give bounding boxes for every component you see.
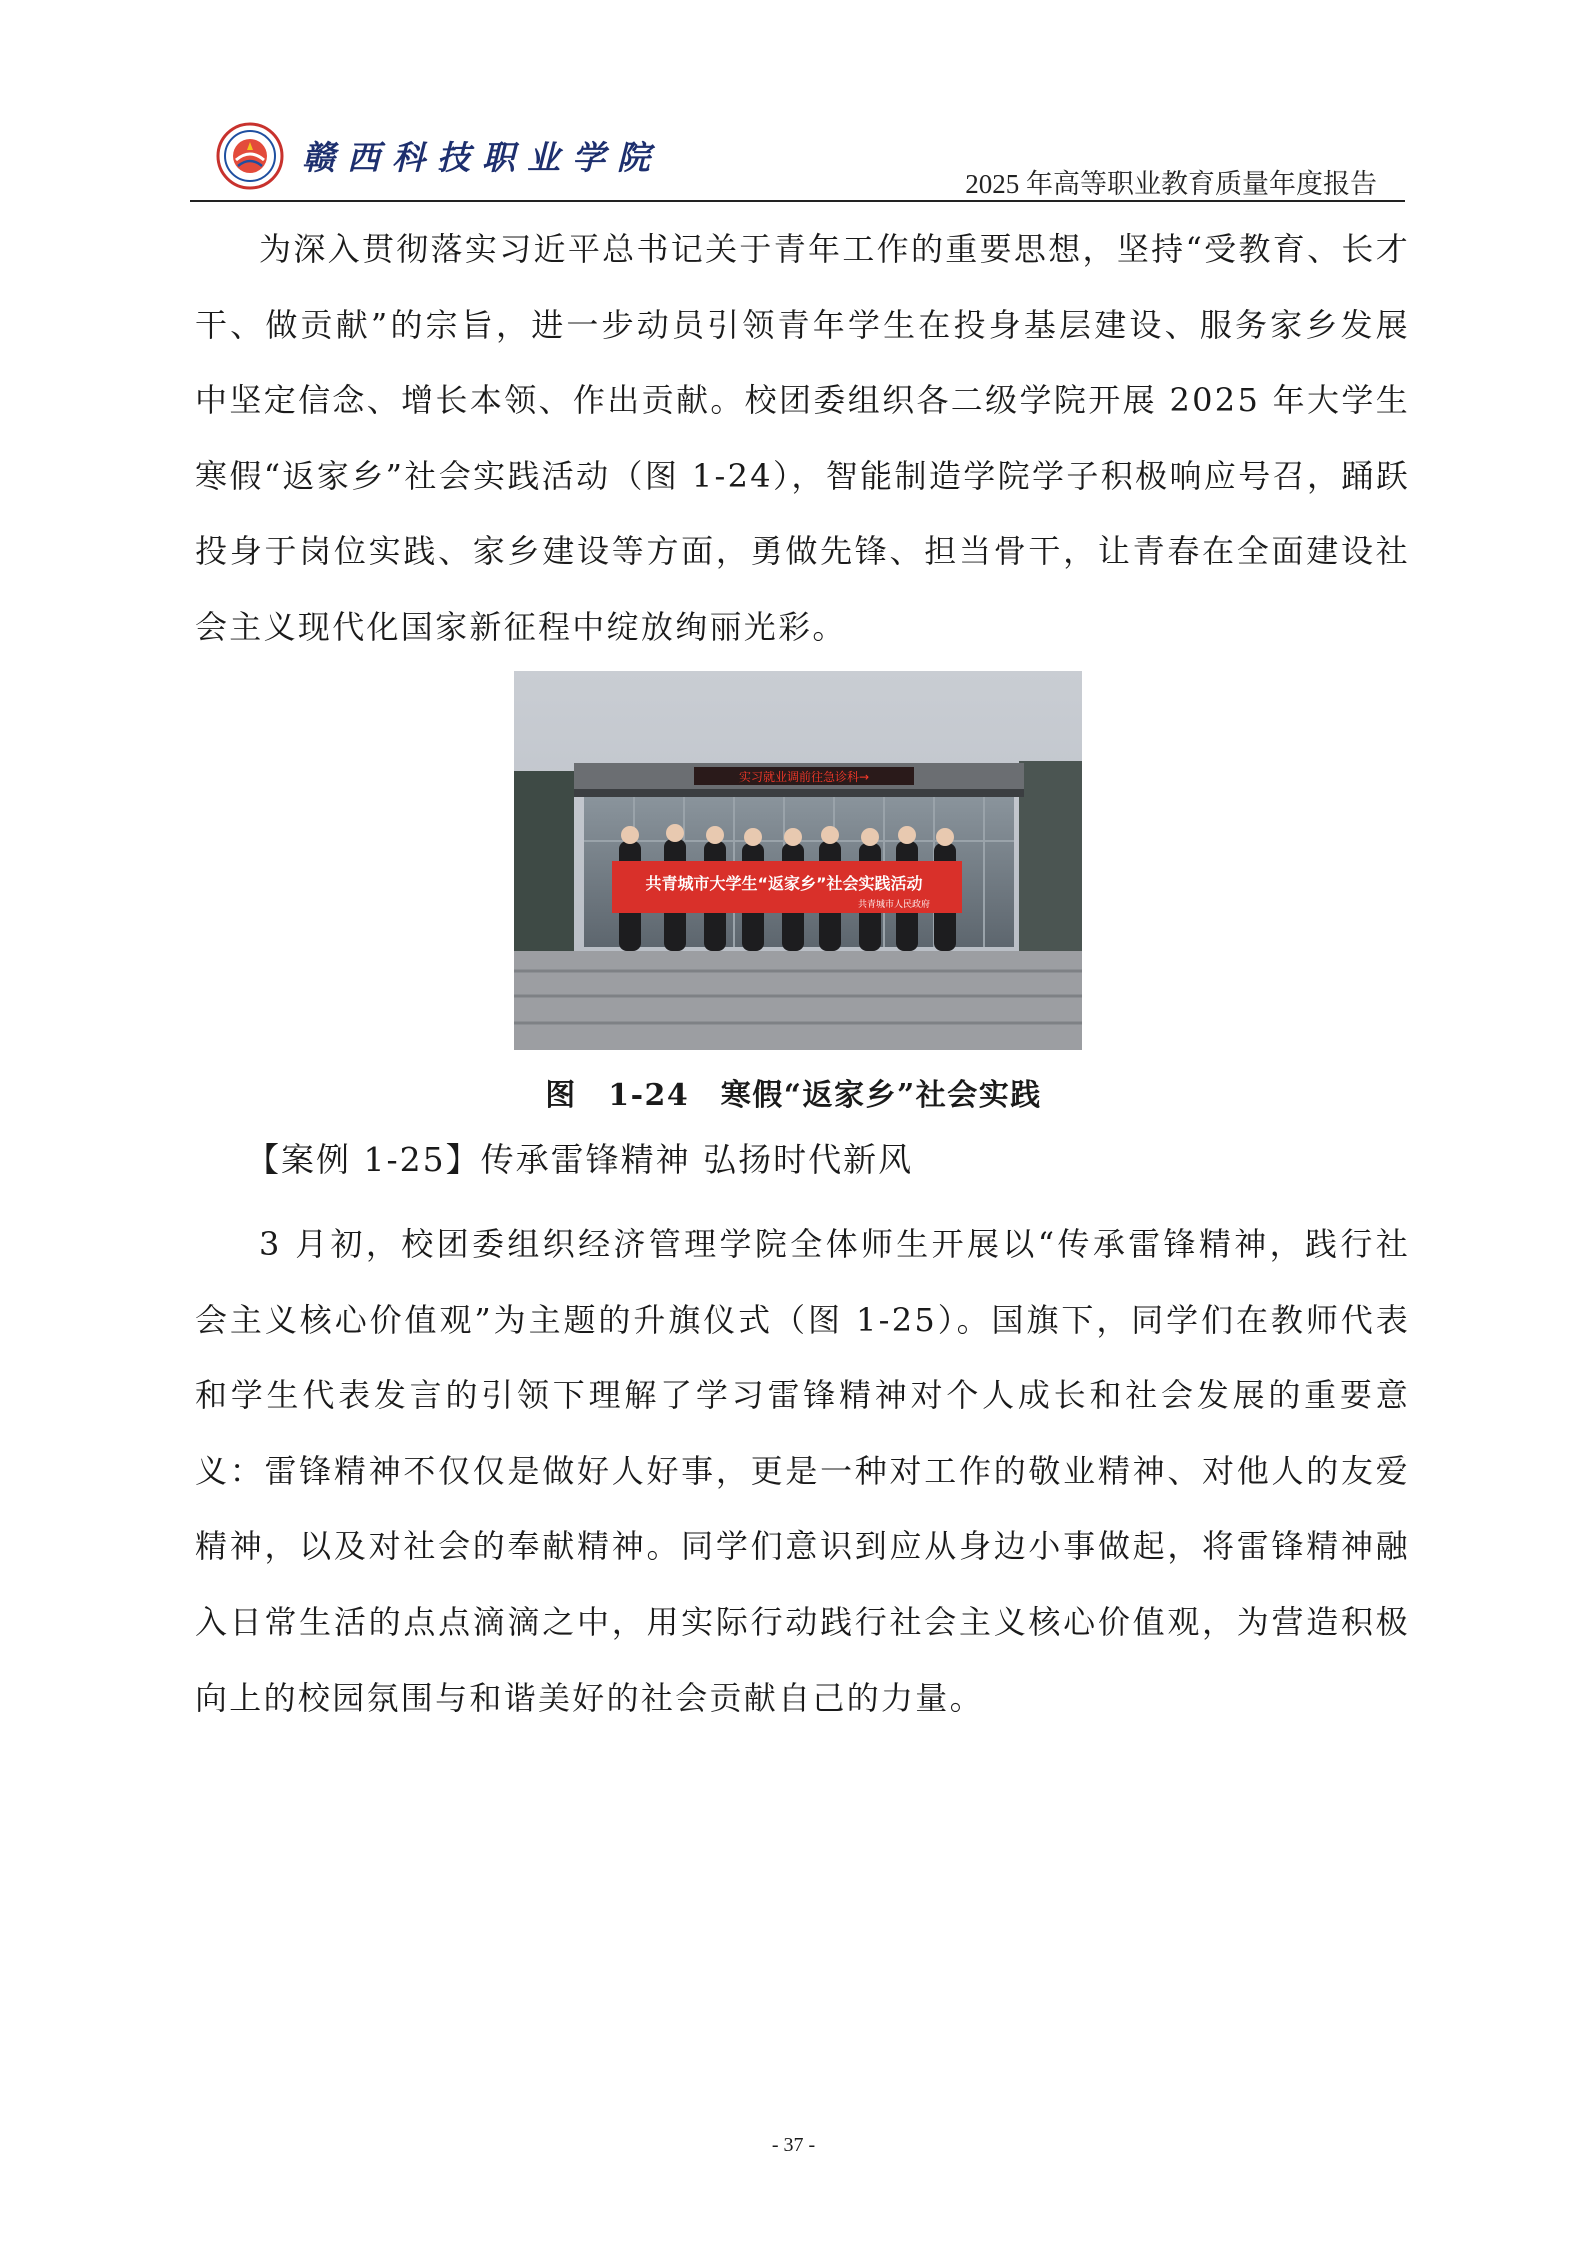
banner-text: 共青城市大学生“返家乡”社会实践活动 bbox=[645, 874, 923, 893]
paragraph-1: 为深入贯彻落实习近平总书记关于青年工作的重要思想，坚持“受教育、长才干、做贡献”的宗旨，进一步动员引领青年学生在投身基层建设、服务家乡发展中坚定信念、增长本领、作出贡献。校团委组织各二级学院开展 2025 年大学生寒假“返家乡”社会实践活动（图 1-24），智能制造学院学子积极响应号召，踊跃投身于岗位实践、家乡建设等方面，勇做先锋、担当骨干，让青春在全面建设社会主义现代化国家新征程中绽放绚丽光彩。 bbox=[195, 230, 1410, 646]
led-sign-text: 实习就业调前往急诊科→ bbox=[738, 770, 870, 784]
banner-subtext: 共青城市人民政府 bbox=[857, 900, 931, 910]
report-title: 2025 年高等职业教育质量年度报告 bbox=[965, 169, 1377, 199]
figure-photo bbox=[514, 671, 1082, 1050]
school-name: 赣西科技职业学院 bbox=[302, 138, 662, 177]
case-title: 【案例 1-25】传承雷锋精神 弘扬时代新风 bbox=[246, 1140, 914, 1179]
header-divider bbox=[190, 200, 1405, 202]
paragraph-2: 3 月初，校团委组织经济管理学院全体师生开展以“传承雷锋精神，践行社会主义核心价值观”为主题的升旗仪式（图 1-25）。国旗下，同学们在教师代表和学生代表发言的引领下理解了学习雷锋精神对个人成长和社会发展的重要意义：雷锋精神不仅仅是做好人好事，更是一种对工作的敬业精神、对他人的友爱精神，以及对社会的奉献精神。同学们意识到应从身边小事做起，将雷锋精神融入日常生活的点点滴滴之中，用实际行动践行社会主义核心价值观，为营造积极向上的校园氛围与和谐美好的社会贡献自己的力量。 bbox=[195, 1225, 1410, 1717]
figure-caption: 图 1-24 寒假“返家乡”社会实践 bbox=[545, 1078, 1042, 1113]
school-logo-icon bbox=[216, 122, 284, 190]
page-header bbox=[190, 118, 1405, 202]
page-number: - 37 - bbox=[771, 2134, 816, 2156]
